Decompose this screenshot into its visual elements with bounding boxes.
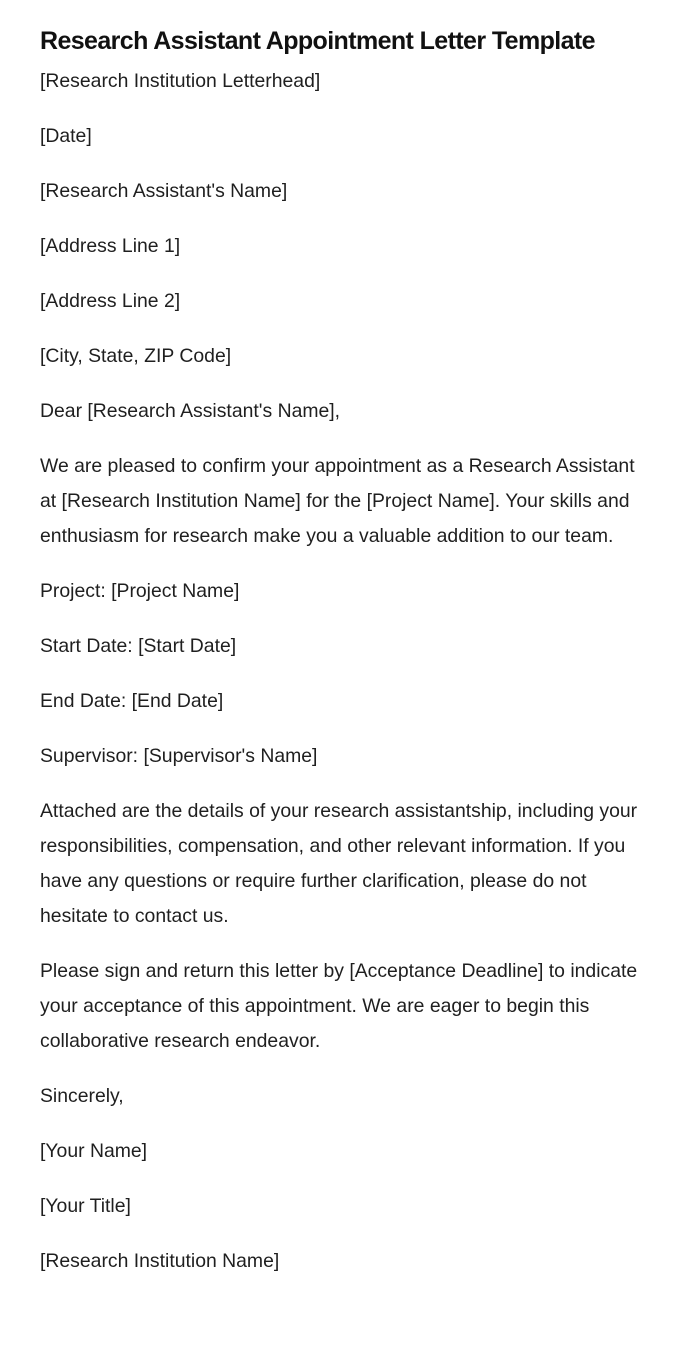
letter-date: [Date] [40,125,92,147]
sender-name: [Your Name] [40,1140,148,1162]
city-state-zip: [City, State, ZIP Code] [40,345,232,367]
recipient-name: [Research Assistant's Name] [40,180,288,202]
salutation: Dear [Research Assistant's Name], [40,400,341,422]
project-line: Project: [Project Name] [40,580,240,602]
sender-institution: [Research Institution Name] [40,1250,280,1272]
document-title: Research Assistant Appointment Letter Template [40,27,595,55]
intro-paragraph: We are pleased to confirm your appointment as a Research Assistant at [Research Institution Name] for the [Project Name]. Your skills and enthusiasm for research make you a valuable addition to our team. [40,455,635,547]
acceptance-paragraph: Please sign and return this letter by [Acceptance Deadline] to indicate your acceptance of this appointment. We are eager to begin this collaborative research endeavor. [40,960,638,1052]
sender-title: [Your Title] [40,1195,131,1217]
end-date-line: End Date: [End Date] [40,690,224,712]
details-paragraph: Attached are the details of your research assistantship, including your responsibilities, compensation, and other relevant information. If you have any questions or require further clarification, please do not hesitate to contact us. [40,800,638,927]
letter-document [40,22,650,1299]
supervisor-line: Supervisor: [Supervisor's Name] [40,745,318,767]
letterhead: [Research Institution Letterhead] [40,70,321,92]
address-line-2: [Address Line 2] [40,290,181,312]
start-date-line: Start Date: [Start Date] [40,635,237,657]
address-line-1: [Address Line 1] [40,235,181,257]
closing: Sincerely, [40,1085,124,1107]
